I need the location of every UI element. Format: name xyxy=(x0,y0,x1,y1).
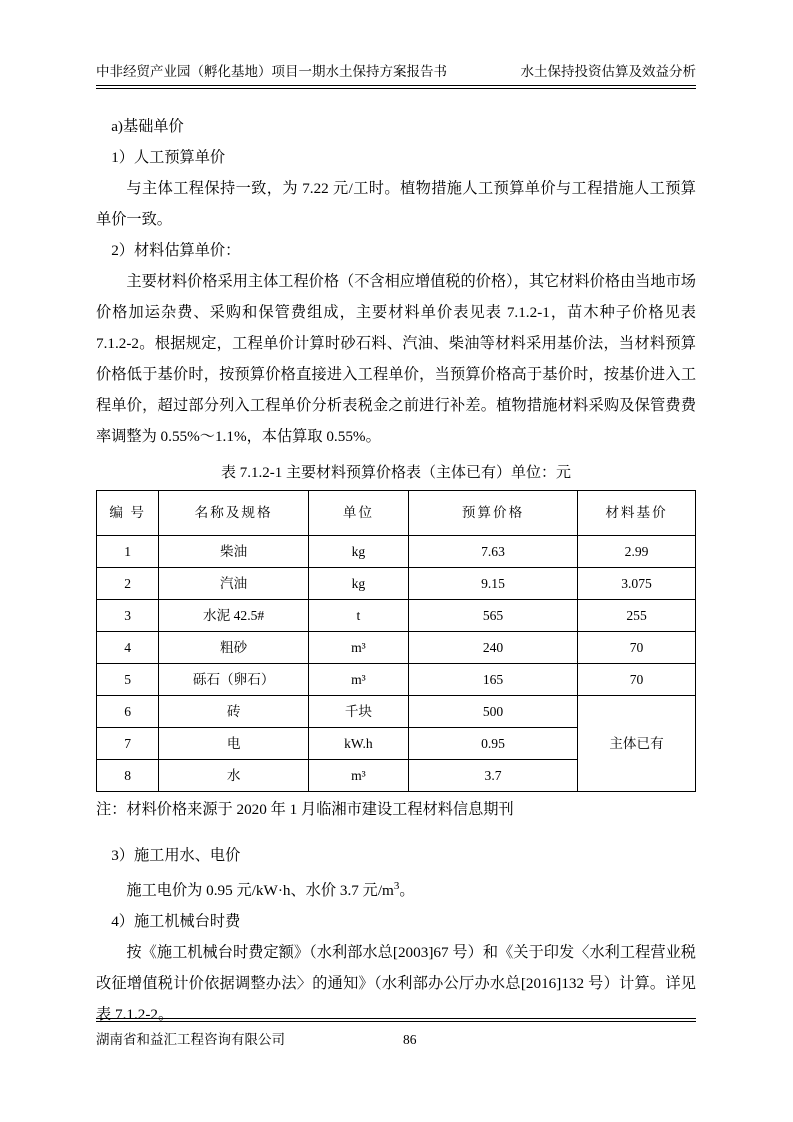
cell-price: 565 xyxy=(408,599,577,631)
heading-material-estimate-price: 2）材料估算单价： xyxy=(111,241,241,259)
header-left-title: 中非经贸产业园（孵化基地）项目一期水土保持方案报告书 xyxy=(96,64,447,79)
water-electricity-text-end: 。 xyxy=(399,881,415,899)
cell-no: 2 xyxy=(97,567,159,599)
cell-name: 粗砂 xyxy=(159,631,308,663)
cell-unit: m³ xyxy=(308,663,408,695)
cell-base: 255 xyxy=(578,599,696,631)
cell-price: 9.15 xyxy=(408,567,577,599)
cell-no: 5 xyxy=(97,663,159,695)
paragraph-material-estimate-price: 主要材料价格采用主体工程价格（不含相应增值税的价格），其它材料价格由当地市场价格加运杂费、采购和保管费组成，主要材料单价表见表 7.1.2-1，苗木种子价格见表 7.1.2-2。根据规定，工程单价计算时砂石料、汽油、柴油等材料采用基价法，当材料预算价格低于基价时，按预算价格直接进入工程单价，当预算价格高于基价时，按基价进入工程单价，超过部分列入工程单价分析表税金之前进行补差。植物措施材料采购及保管费费率调整为 0.55%～1.1%，本估算取 0.55%。 xyxy=(96,272,696,445)
table-row xyxy=(97,695,696,727)
page-footer xyxy=(96,1018,696,1052)
table-row xyxy=(97,535,696,567)
cell-unit: t xyxy=(308,599,408,631)
table-col-header-unit: 单位 xyxy=(308,490,408,535)
heading-machinery-hour-fee: 4）施工机械台时费 xyxy=(111,912,241,930)
cell-no: 1 xyxy=(97,535,159,567)
table-caption: 表 7.1.2-1 主要材料预算价格表（主体已有）单位：元 xyxy=(221,464,571,481)
cell-no: 8 xyxy=(97,759,159,791)
cell-name: 砾石（卵石） xyxy=(159,663,308,695)
table-row xyxy=(97,631,696,663)
header-right-title: 水土保持投资估算及效益分析 xyxy=(520,64,696,79)
cell-no: 3 xyxy=(97,599,159,631)
header-rule-top xyxy=(96,85,696,86)
cell-name: 水 xyxy=(159,759,308,791)
cell-price: 7.63 xyxy=(408,535,577,567)
cell-unit: kW.h xyxy=(308,727,408,759)
cell-price: 500 xyxy=(408,695,577,727)
paragraph-water-electricity-price xyxy=(96,871,696,906)
cell-base: 3.075 xyxy=(578,567,696,599)
page-number: 86 xyxy=(403,1031,417,1047)
paragraph-machinery-hour-fee: 按《施工机械台时费定额》（水利部水总[2003]67 号）和《关于印发〈水利工程营业税改征增值税计价依据调整办法〉的通知》（水利部办公厅办水总[2016]132 号）计算。详见表 7.1.2-2。 xyxy=(96,943,696,1023)
table-row xyxy=(97,599,696,631)
table-col-header-no: 编 号 xyxy=(97,490,159,535)
cell-price: 3.7 xyxy=(408,759,577,791)
cell-name: 电 xyxy=(159,727,308,759)
footer-row xyxy=(96,1022,696,1052)
table-row xyxy=(97,663,696,695)
cell-unit: m³ xyxy=(308,759,408,791)
cell-unit: kg xyxy=(308,535,408,567)
paragraph-labor-budget-price: 与主体工程保持一致，为 7.22 元/工时。植物措施人工预算单价与工程措施人工预算单价一致。 xyxy=(96,179,696,228)
body-text xyxy=(96,111,696,1030)
heading-basic-unit-price: a)基础单价 xyxy=(111,117,184,135)
material-price-table xyxy=(96,490,696,792)
footer-rule-top xyxy=(96,1018,696,1019)
cell-price: 0.95 xyxy=(408,727,577,759)
cell-unit: kg xyxy=(308,567,408,599)
table-source-note: 注：材料价格来源于 2020 年 1 月临湘市建设工程材料信息期刊 xyxy=(96,800,514,818)
header-rule-bottom xyxy=(96,88,696,89)
cell-base-merged: 主体已有 xyxy=(578,695,696,791)
cell-base: 70 xyxy=(578,663,696,695)
cell-no: 7 xyxy=(97,727,159,759)
table-col-header-base: 材料基价 xyxy=(578,490,696,535)
cell-name: 汽油 xyxy=(159,567,308,599)
cell-price: 165 xyxy=(408,663,577,695)
footer-company-name: 湖南省和益汇工程咨询有限公司 xyxy=(96,1031,285,1047)
page-header xyxy=(96,62,696,85)
cell-price: 240 xyxy=(408,631,577,663)
heading-labor-budget-price: 1）人工预算单价 xyxy=(111,148,226,166)
cell-no: 4 xyxy=(97,631,159,663)
table-col-header-name: 名称及规格 xyxy=(159,490,308,535)
cell-name: 水泥 42.5# xyxy=(159,599,308,631)
water-electricity-text: 施工电价为 0.95 元/kW·h、水价 3.7 元/m xyxy=(126,881,394,899)
table-col-header-price: 预算价格 xyxy=(408,490,577,535)
cell-base: 2.99 xyxy=(578,535,696,567)
cell-name: 柴油 xyxy=(159,535,308,567)
cell-unit: 千块 xyxy=(308,695,408,727)
table-row xyxy=(97,567,696,599)
cubic-meter-exponent: 3 xyxy=(393,879,400,892)
table-header-row xyxy=(97,490,696,535)
page-content xyxy=(96,62,696,1030)
heading-water-electricity-price: 3）施工用水、电价 xyxy=(111,846,241,864)
cell-name: 砖 xyxy=(159,695,308,727)
cell-base: 70 xyxy=(578,631,696,663)
cell-no: 6 xyxy=(97,695,159,727)
cell-unit: m³ xyxy=(308,631,408,663)
